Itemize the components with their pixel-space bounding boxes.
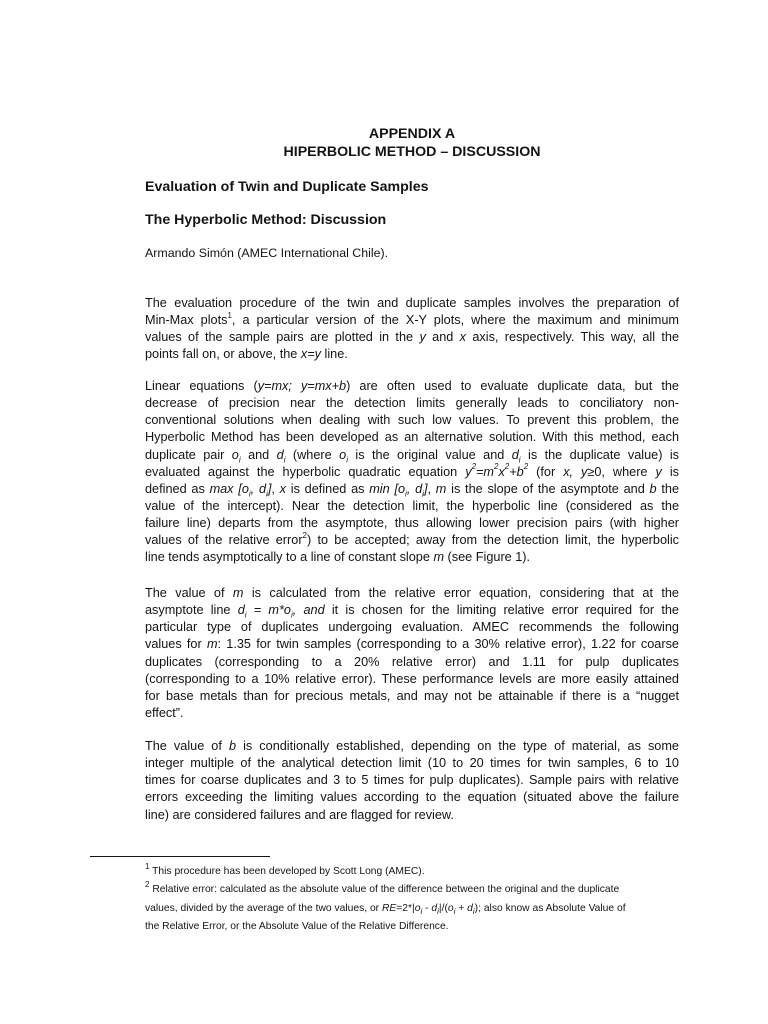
- method-heading: HIPERBOLIC METHOD – DISCUSSION: [283, 144, 541, 160]
- footnote-2-line-3: the Relative Error, or the Absolute Value of the Relative Difference.: [145, 920, 449, 932]
- p3-line-1: The value of m is calculated from the relative error equation, considering that at the: [145, 586, 679, 600]
- paragraph-1: [145, 295, 679, 364]
- p3-line-2: asymptote line $d_i = m*o_i$, and it is chosen for the limiting relative error required for the: [145, 603, 679, 620]
- hyperbolic-equation: $y^2=m^2x^2+b^2$: [465, 462, 529, 479]
- paragraph-3: [145, 585, 679, 722]
- p2-line-3: conventional solutions when dealing with such low values. To prevent this problem, the: [145, 413, 679, 428]
- paragraph-4: [145, 738, 679, 824]
- footnote-ref-1: 1: [227, 310, 232, 320]
- p4-line-5: line) are considered failures and are flagged for review.: [145, 807, 454, 822]
- p2-line-6: evaluated against the hyperbolic quadratic equation $y^2=m^2x^2+b^2$ (for x, y≥0, where y is: [145, 462, 679, 479]
- p4-line-4: errors exceeding the limiting values according to the equation (situated above the failure: [145, 790, 679, 805]
- p2-line-2: decrease of precision near the detection limits generally leads to conciliatory non-: [145, 396, 679, 411]
- p4-line-1: The value of b is conditionally established, depending on the type of material, as some: [145, 739, 679, 753]
- p1-line-3: values of the sample pairs are plotted in the y and x axis, respectively. This way, all the: [145, 330, 680, 345]
- p2-line-7: defined as $\max [o_i$, $d_i$], x is defined as $\min [o_i$, $d_i$], m is the slope of the asymptote and b the: [145, 481, 679, 499]
- p1-line-4: points fall on, or above, the x=y line.: [145, 347, 348, 362]
- footnote-2-line-1: $^2$ Relative error: calculated as the absolute value of the difference between the original and the duplicate: [145, 879, 620, 896]
- footnotes: [145, 863, 679, 936]
- section-heading-discussion: The Hyperbolic Method: Discussion: [145, 212, 387, 228]
- p4-line-2: integer multiple of the analytical detection limit (10 to 20 times for twin samples, 6 to 10: [145, 756, 679, 771]
- footnote-1: $^1$ This procedure has been developed by Scott Long (AMEC).: [145, 861, 425, 877]
- footnote-2-line-2: values, divided by the average of the two values, or $RE=2*|o_i - d_i|/(o_i + d_i)$; also know as Absolute Value of: [145, 902, 626, 916]
- paragraph-2: [145, 378, 679, 567]
- p2-line-10: values of the relative error$^2$) to be accepted; away from the detection limit, the hyperbolic: [145, 531, 679, 548]
- p3-line-7: for base metals than for precious metals, and may not be attainable if there is a “nugget: [145, 688, 679, 703]
- p3-line-3: particular type of duplicates undergoing evaluation. AMEC recommends the following: [145, 620, 679, 635]
- p3-line-4: values for m: 1.35 for twin samples (corresponding to a 30% relative error), 1.22 for coarse: [145, 637, 679, 652]
- p4-line-3: times for coarse duplicates and 3 to 5 times for pulp duplicates). Sample pairs with relative: [145, 773, 679, 788]
- p3-line-5: duplicates (corresponding to a 20% relative error) and 1.11 for pulp duplicates: [145, 654, 679, 669]
- p2-line-5: duplicate pair $o_i$ and $d_i$ (where $o_i$ is the original value and $d_i$ is the duplicate value) is: [145, 447, 679, 465]
- p1-line-1: The evaluation procedure of the twin and duplicate samples involves the preparation of: [145, 296, 679, 310]
- footnote-ref-2: 2: [302, 531, 307, 541]
- author-line: Armando Simón (AMEC International Chile).: [145, 246, 389, 260]
- p3-line-6: (corresponding to a 10% relative error). These performance levels are more easily attained: [145, 671, 679, 686]
- p2-line-4: Hyperbolic Method has been developed as an alternative solution. With this method, each: [145, 430, 679, 445]
- p3-line-8: effect”.: [145, 705, 184, 720]
- p2-line-11: line tends asymptotically to a line of constant slope m (see Figure 1).: [145, 550, 531, 565]
- p1-line-2: Min-Max plots$^1$, a particular version of the X-Y plots, where the maximum and minimum: [145, 310, 679, 328]
- footnote-separator: [90, 856, 270, 857]
- p2-line-1: Linear equations (y=mx; y=mx+b) are often used to evaluate duplicate data, but the: [145, 379, 679, 393]
- relative-error-formula: RE: [381, 902, 397, 914]
- appendix-heading: APPENDIX A: [368, 126, 456, 142]
- p2-line-8: value of the intercept). Near the detection limit, the hyperbolic line (considered as the: [145, 498, 679, 513]
- p2-line-9: failure line) departs from the asymptote, thus allowing lower precision pairs (with higher: [145, 516, 679, 531]
- section-heading-evaluation: Evaluation of Twin and Duplicate Samples: [145, 179, 429, 195]
